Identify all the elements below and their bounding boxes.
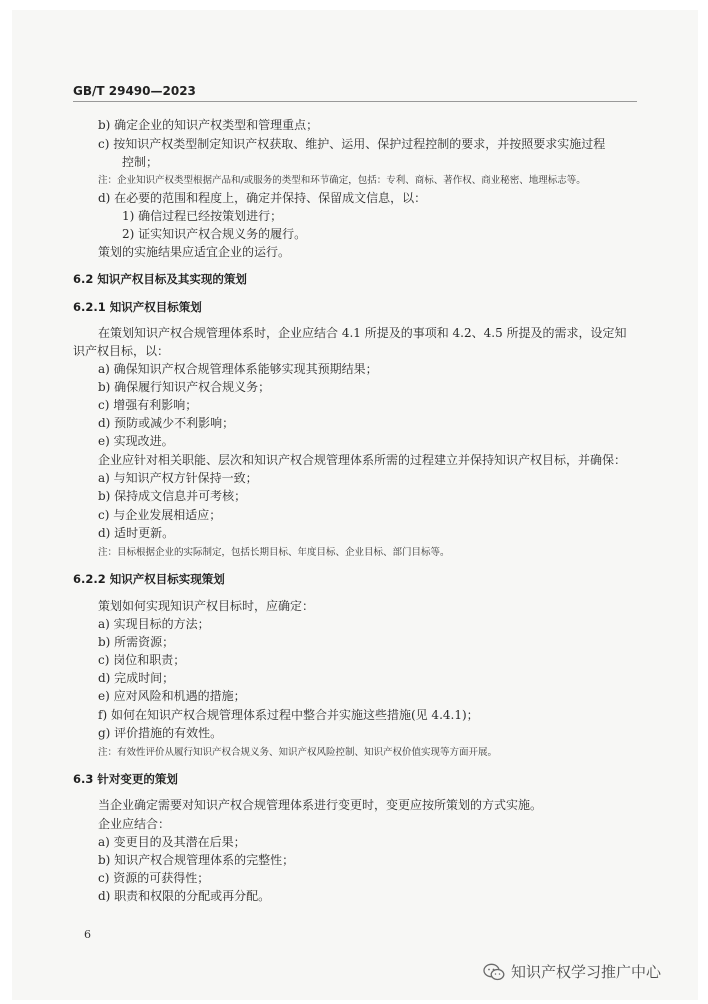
section-heading-6-3: 6.3 针对变更的策划 (73, 772, 178, 786)
text-line: g) 评价措施的有效性。 (98, 726, 223, 740)
note-line: 注：目标根据企业的实际制定，包括长期目标、年度目标、企业目标、部门目标等。 (98, 547, 450, 558)
text-line: a) 实现目标的方法； (98, 617, 210, 631)
note-line: 注：企业知识产权类型根据产品和/或服务的类型和环节确定，包括：专利、商标、著作权、商业秘密、地理标志等。 (98, 175, 586, 186)
text-line: 在策划知识产权合规管理体系时，企业应结合 4.1 所提及的事项和 4.2、4.5 所提及的需求，设定知 (98, 326, 627, 340)
text-line: d) 职责和权限的分配或再分配。 (98, 889, 271, 903)
note-line: 注：有效性评价从履行知识产权合规义务、知识产权风险控制、知识产权价值实现等方面开展。 (98, 747, 498, 758)
section-heading-6-2-2: 6.2.2 知识产权目标实现策划 (73, 572, 225, 586)
text-line: 企业应针对相关职能、层次和知识产权合规管理体系所需的过程建立并保持知识产权目标，并确保： (98, 453, 627, 467)
text-line: f) 如何在知识产权合规管理体系过程中整合并实施这些措施(见 4.4.1)； (98, 708, 479, 722)
standard-header: GB/T 29490—2023 (73, 84, 196, 98)
text-line: b) 保持成文信息并可考核； (98, 489, 247, 503)
text-line: 企业应结合： (98, 817, 171, 831)
text-line: a) 变更目的及其潜在后果； (98, 835, 246, 849)
wechat-icon (483, 963, 505, 981)
section-heading-6-2-1: 6.2.1 知识产权目标策划 (73, 300, 202, 314)
text-line: 当企业确定需要对知识产权合规管理体系进行变更时，变更应按所策划的方式实施。 (98, 798, 543, 812)
text-line: b) 确定企业的知识产权类型和管理重点； (98, 118, 319, 132)
text-line: c) 增强有利影响； (98, 398, 198, 412)
text-line: 策划如何实现知识产权目标时，应确定： (98, 599, 315, 613)
text-line: d) 预防或减少不利影响； (98, 416, 235, 430)
header-rule (73, 101, 637, 102)
text-line: 策划的实施结果应适宜企业的运行。 (98, 245, 291, 259)
text-line: b) 知识产权合规管理体系的完整性； (98, 853, 295, 867)
text-line: 2) 证实知识产权合规义务的履行。 (122, 227, 307, 241)
text-line: d) 适时更新。 (98, 526, 175, 540)
watermark-text: 知识产权学习推广中心 (511, 963, 662, 981)
text-line: c) 与企业发展相适应； (98, 508, 222, 522)
text-line: b) 确保履行知识产权合规义务； (98, 380, 271, 394)
text-line: e) 实现改进。 (98, 434, 174, 448)
section-heading-6-2: 6.2 知识产权目标及其实现的策划 (73, 272, 247, 286)
text-line: e) 应对风险和机遇的措施； (98, 689, 246, 703)
text-line: c) 资源的可获得性； (98, 871, 210, 885)
text-line: c) 岗位和职责； (98, 653, 186, 667)
text-line: a) 确保知识产权合规管理体系能够实现其预期结果； (98, 362, 378, 376)
text-line: a) 与知识产权方针保持一致； (98, 471, 258, 485)
text-line: 控制； (122, 155, 159, 169)
watermark (483, 961, 661, 982)
page-number: 6 (84, 928, 91, 941)
text-line: d) 完成时间； (98, 671, 175, 685)
text-line: 识产权目标，以： (73, 344, 170, 358)
text-line: d) 在必要的范围和程度上，确定并保持、保留成文信息，以： (98, 191, 427, 205)
text-line: b) 所需资源； (98, 635, 175, 649)
text-line: c) 按知识产权类型制定知识产权获取、维护、运用、保护过程控制的要求，并按照要求实施过程 (98, 137, 606, 151)
text-line: 1) 确信过程已经按策划进行； (122, 209, 283, 223)
